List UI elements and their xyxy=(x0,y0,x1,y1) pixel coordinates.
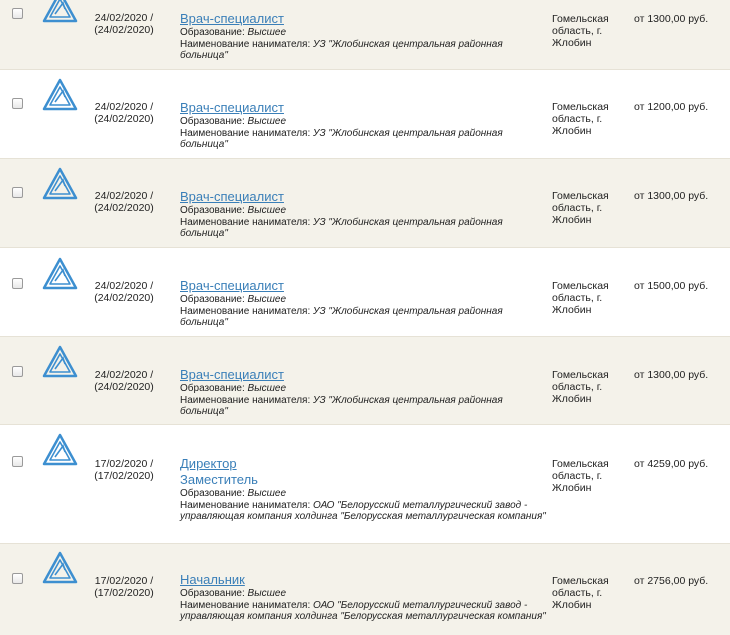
vacancy-location: Гомельская область, г. Жлобин xyxy=(552,458,609,494)
posted-date: 17/02/2020 / xyxy=(94,458,154,470)
posted-date: 24/02/2020 / xyxy=(94,101,154,113)
vacancy-title-link[interactable]: Врач-специалист xyxy=(180,367,284,382)
triangle-emblem-icon xyxy=(42,433,78,467)
vacancy-subtitle: Заместитель xyxy=(180,472,258,487)
education-value: Высшее xyxy=(247,383,286,394)
vacancy-title-link[interactable]: Начальник xyxy=(180,572,245,587)
vacancy-details xyxy=(180,488,550,523)
education-value: Высшее xyxy=(247,294,286,305)
original-date: (24/02/2020) xyxy=(94,202,154,214)
education-value: Высшее xyxy=(247,116,286,127)
vacancy-details xyxy=(180,27,550,62)
triangle-emblem-icon xyxy=(42,345,78,379)
vacancy-row xyxy=(0,544,730,635)
original-date: (24/02/2020) xyxy=(94,24,154,36)
triangle-emblem-icon xyxy=(42,551,78,585)
vacancy-row xyxy=(0,70,730,159)
vacancy-salary: от 4259,00 руб. xyxy=(634,458,709,470)
education-label: Образование: xyxy=(180,488,245,499)
original-date: (17/02/2020) xyxy=(94,587,154,599)
education-label: Образование: xyxy=(180,588,245,599)
education-value: Высшее xyxy=(247,588,286,599)
original-date: (17/02/2020) xyxy=(94,470,154,482)
education-value: Высшее xyxy=(247,205,286,216)
vacancy-row xyxy=(0,159,730,248)
posted-date: 24/02/2020 / xyxy=(94,280,154,292)
education-value: Высшее xyxy=(247,488,286,499)
vacancy-location: Гомельская область, г. Жлобин xyxy=(552,190,609,226)
vacancy-location: Гомельская область, г. Жлобин xyxy=(552,369,609,405)
vacancy-row xyxy=(0,248,730,337)
vacancy-details xyxy=(180,116,550,151)
original-date: (24/02/2020) xyxy=(94,292,154,304)
employer-label: Наименование нанимателя: xyxy=(180,394,311,406)
employer-label: Наименование нанимателя: xyxy=(180,216,311,228)
vacancy-salary: от 1500,00 руб. xyxy=(634,280,709,292)
employer-name: УЗ "Жлобинская центральная районная больница" xyxy=(180,216,503,239)
vacancy-salary: от 2756,00 руб. xyxy=(634,575,709,587)
vacancy-location: Гомельская область, г. Жлобин xyxy=(552,101,609,137)
vacancy-details xyxy=(180,294,550,329)
employer-label: Наименование нанимателя: xyxy=(180,38,311,50)
vacancy-salary: от 1300,00 руб. xyxy=(634,13,709,25)
education-label: Образование: xyxy=(180,383,245,394)
vacancy-row xyxy=(0,0,730,70)
vacancy-title-link[interactable]: Врач-специалист xyxy=(180,278,284,293)
vacancy-salary: от 1300,00 руб. xyxy=(634,369,709,381)
employer-label: Наименование нанимателя: xyxy=(180,599,311,611)
select-checkbox[interactable] xyxy=(12,8,23,19)
posted-date: 24/02/2020 / xyxy=(94,369,154,381)
vacancy-row xyxy=(0,425,730,544)
education-value: Высшее xyxy=(247,27,286,38)
employer-name: ОАО "Белорусский металлургический завод - управляющая компания холдинга "Белорусская металлургическая компания" xyxy=(180,499,546,522)
vacancy-title-link[interactable]: Врач-специалист xyxy=(180,189,284,204)
vacancy-location: Гомельская область, г. Жлобин xyxy=(552,13,609,49)
education-label: Образование: xyxy=(180,294,245,305)
select-checkbox[interactable] xyxy=(12,278,23,289)
education-label: Образование: xyxy=(180,205,245,216)
vacancy-location: Гомельская область, г. Жлобин xyxy=(552,575,609,611)
employer-label: Наименование нанимателя: xyxy=(180,499,311,511)
select-checkbox[interactable] xyxy=(12,366,23,377)
employer-name: УЗ "Жлобинская центральная районная больница" xyxy=(180,305,503,328)
employer-name: УЗ "Жлобинская центральная районная больница" xyxy=(180,38,503,61)
triangle-emblem-icon xyxy=(42,167,78,201)
vacancy-title-link[interactable]: Директор xyxy=(180,456,237,471)
vacancy-salary: от 1300,00 руб. xyxy=(634,190,709,202)
education-label: Образование: xyxy=(180,27,245,38)
vacancy-location: Гомельская область, г. Жлобин xyxy=(552,280,609,316)
employer-name: ОАО "Белорусский металлургический завод - управляющая компания холдинга "Белорусская металлургическая компания" xyxy=(180,599,546,622)
select-checkbox[interactable] xyxy=(12,98,23,109)
select-checkbox[interactable] xyxy=(12,573,23,584)
vacancy-title-link[interactable]: Врач-специалист xyxy=(180,100,284,115)
education-label: Образование: xyxy=(180,116,245,127)
original-date: (24/02/2020) xyxy=(94,381,154,393)
posted-date: 24/02/2020 / xyxy=(94,12,154,24)
vacancy-details xyxy=(180,205,550,240)
employer-name: УЗ "Жлобинская центральная районная больница" xyxy=(180,394,503,417)
triangle-emblem-icon xyxy=(42,78,78,112)
vacancy-details xyxy=(180,383,550,418)
select-checkbox[interactable] xyxy=(12,187,23,198)
employer-name: УЗ "Жлобинская центральная районная больница" xyxy=(180,127,503,150)
original-date: (24/02/2020) xyxy=(94,113,154,125)
triangle-emblem-icon xyxy=(42,0,78,24)
posted-date: 17/02/2020 / xyxy=(94,575,154,587)
posted-date: 24/02/2020 / xyxy=(94,190,154,202)
vacancy-salary: от 1200,00 руб. xyxy=(634,101,709,113)
employer-label: Наименование нанимателя: xyxy=(180,127,311,139)
vacancy-row xyxy=(0,337,730,425)
triangle-emblem-icon xyxy=(42,257,78,291)
vacancy-title-link[interactable]: Врач-специалист xyxy=(180,11,284,26)
select-checkbox[interactable] xyxy=(12,456,23,467)
vacancy-details xyxy=(180,588,550,623)
employer-label: Наименование нанимателя: xyxy=(180,305,311,317)
